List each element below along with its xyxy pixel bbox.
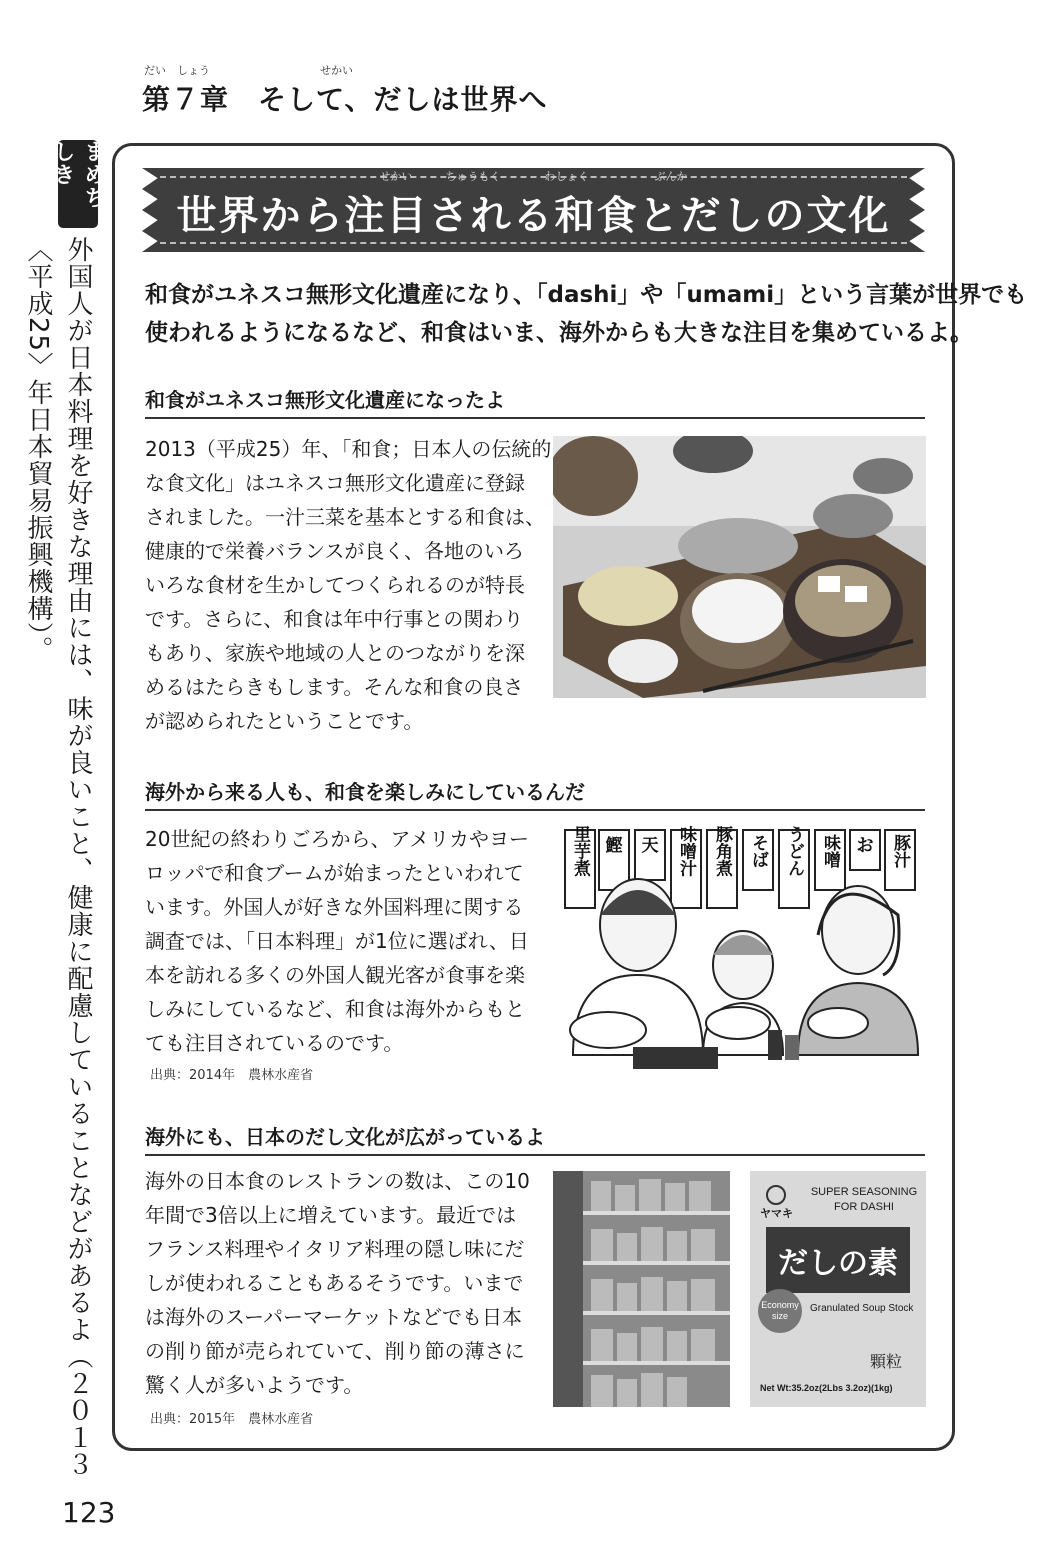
body-line: 健康的で栄養バランスが良く、各地のいろ (145, 539, 524, 563)
package-weight: Net Wt:35.2oz(2Lbs 3.2oz)(1kg) (760, 1383, 893, 1393)
menu-tag-8: お (856, 836, 874, 856)
economy-badge: Economy size (758, 1289, 802, 1333)
washoku-meal-photo (553, 436, 926, 698)
menu-tag-7: 味噌 (820, 834, 840, 868)
body-line: しが使われることもあるそうです。いまで (145, 1271, 524, 1295)
body-line: ても注目されているのです。 (145, 1031, 404, 1055)
body-line: です。さらに、和食は年中行事との関わり (145, 607, 524, 631)
menu-tag-6: うどん (784, 825, 804, 877)
diners-illustration (553, 825, 926, 1075)
section-heading: 海外から来る人も、和食を楽しみにしているんだ (145, 776, 925, 811)
body-line: 海外の日本食のレストランの数は、この10 (145, 1169, 530, 1193)
body-line: 年間で3倍以上に増えています。最近では (145, 1203, 517, 1227)
body-line: 2013（平成25）年、「和食；日本人の伝統的 (145, 437, 552, 461)
package-subtitle: Granulated Soup Stock (810, 1303, 914, 1314)
intro-line: 使われるようになるなど、和食はいま、海外からも大きな注目を集めているよ。 (145, 320, 973, 346)
banner-title: 世界から注目される和食とだしの文化 (176, 193, 891, 239)
body-line: 本を訪れる多くの外国人観光客が食事を楽 (145, 963, 525, 987)
body-line: しみにしているなど、和食は海外からもと (145, 997, 525, 1021)
body-line: ロッパで和食ブームが始まったといわれて (145, 861, 524, 885)
body-line: 調査では、「日本料理」が1位に選ばれ、日 (145, 929, 529, 953)
body-line: 驚く人が多いようです。 (145, 1373, 364, 1397)
source-note: 出典：2015年 農林水産省 (150, 1412, 314, 1427)
menu-tag-9: 豚汁 (890, 834, 910, 868)
body-line: いろな食材を生かしてつくられるのが特長 (145, 573, 525, 597)
section-body (145, 822, 535, 1060)
menu-tag-2: 天 (641, 836, 659, 856)
section-body (145, 1164, 535, 1402)
menu-tag-3: 味噌汁 (676, 825, 696, 877)
source-note: 出典：2014年 農林水産省 (150, 1068, 314, 1083)
body-line: めるはたらきもします。そんな和食の良さ (145, 675, 524, 699)
meal-illustration (553, 436, 926, 698)
side-note-text: 外国人が日本料理を好きな理由には、味が良いこと、健康に配慮していることなどがあるよ（２０１３〈平成25〉年日本貿易振興機構）。 (23, 236, 93, 1478)
chapter-ruby: だい しょう せかい (144, 64, 353, 77)
menu-tag-4: 豚角煮 (712, 825, 732, 877)
section-heading: 和食がユネスコ無形文化遺産になったよ (145, 384, 925, 419)
dashi-package-photo (750, 1171, 926, 1407)
intro-line: 和食がユネスコ無形文化遺産になり、「dashi」や「umami」という言葉が世界でも (145, 282, 1028, 308)
menu-tag-1: 鰹 (605, 836, 623, 856)
body-line: 20世紀の終わりごろから、アメリカやヨー (145, 827, 530, 851)
restaurant-illustration (553, 825, 926, 1075)
side-badge: まめちしき (58, 140, 98, 228)
body-line: されました。一汁三菜を基本とする和食は、 (145, 505, 545, 529)
menu-tag-0: 里芋煮 (570, 825, 590, 877)
shelf-illustration (553, 1171, 730, 1407)
package-header: SUPER SEASONING FOR DASHI (810, 1186, 918, 1213)
body-line: います。外国人が好きな外国料理に関する (145, 895, 524, 919)
body-line: もあり、家族や地域の人とのつながりを深 (145, 641, 525, 665)
section-heading: 海外にも、日本のだし文化が広がっているよ (145, 1121, 925, 1156)
supermarket-shelf-photo (553, 1171, 730, 1407)
body-line: フランス料理やイタリア料理の隠し味にだ (145, 1237, 525, 1261)
page-number: 123 (62, 1496, 116, 1529)
chapter-title: 第７章 そして、だしは世界へ (142, 83, 548, 116)
body-line: の削り節が売られていて、削り節の薄さに (145, 1339, 525, 1363)
menu-tag-5: そば (748, 834, 768, 868)
intro-paragraph (145, 276, 1028, 352)
package-kanji: 顆粒 (870, 1352, 903, 1371)
body-line: は海外のスーパーマーケットなどでも日本 (145, 1305, 522, 1329)
body-line: な食文化」はユネスコ無形文化遺産に登録 (145, 471, 525, 495)
section-body (145, 432, 552, 738)
body-line: が認められたということです。 (145, 709, 424, 733)
banner-ruby: せかい ちゅうもく わしょく ぶんか (379, 170, 688, 183)
brand-logo-icon (766, 1185, 786, 1205)
brand-name: ヤマキ (760, 1207, 793, 1220)
package-name: だしの素 (766, 1227, 910, 1293)
